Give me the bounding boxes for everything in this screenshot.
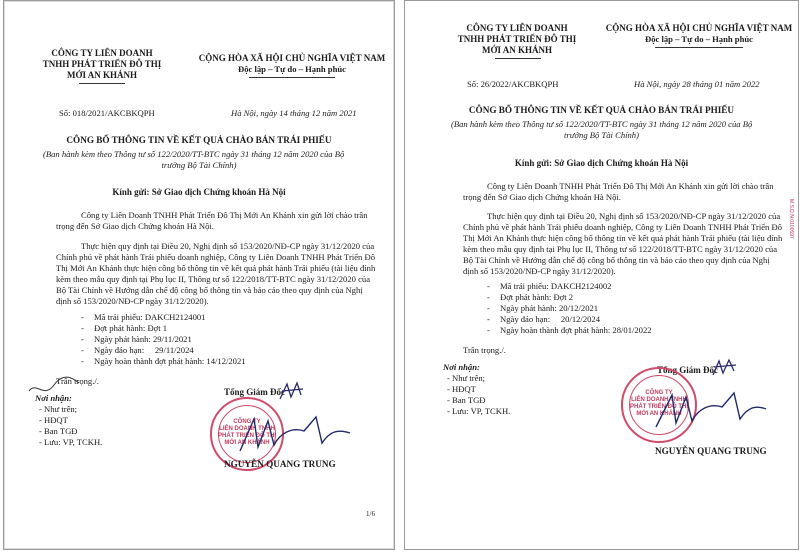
body-line: định số 153/2020/NĐ-CP ngày 31/12/2020). <box>463 266 616 276</box>
maturity-date: Ngày đáo hạn: 20/12/2024 <box>500 314 601 324</box>
company-name-line3: MỚI AN KHÁNH <box>481 45 552 55</box>
signer-title: Tổng Giám Đốc <box>224 387 286 397</box>
company-name-line2: TNHH PHÁT TRIỂN ĐÔ THỊ <box>42 59 162 69</box>
body-line: kèm theo mẫu quy định tại Phụ lục II, Thông tư số 122/2018/TT-BTC ngày 31/12/2020 của <box>463 244 778 254</box>
bullet-dash: - <box>81 345 84 355</box>
addressee: Kính gửi: Sở Giao dịch Chứng khoán Hà Nội <box>514 158 689 168</box>
nation-title: CỘNG HÒA XÃ HỘI CHỦ NGHĨA VIỆT NAM <box>198 53 386 63</box>
document-subtitle-line1: (Ban hành kèm theo Thông tư số 122/2020/TT-BTC ngày 31 tháng 12 năm 2020 của Bộ <box>43 149 345 159</box>
bullet-dash: - <box>487 314 490 324</box>
issue-date: Ngày phát hành: 20/12/2021 <box>500 303 599 313</box>
motto-underline <box>655 47 743 48</box>
maturity-date: Ngày đáo hạn: 29/11/2024 <box>94 345 194 355</box>
document-number: Số: 018/2021/AKCBKQPH <box>59 108 155 118</box>
company-name-line1: CÔNG TY LIÊN DOANH <box>466 23 568 33</box>
company-underline <box>79 83 125 84</box>
signer-name: NGUYỄN QUANG TRUNG <box>655 446 767 456</box>
body-line: Thực hiện quy định tại Điều 20, Nghị định số 153/2020/NĐ-CP ngày 31/12/2020 của <box>487 211 781 221</box>
closing-text: Trân trọng./. <box>56 376 99 386</box>
bullet-dash: - <box>487 281 490 291</box>
company-name-line2: TNHH PHÁT TRIỂN ĐÔ THỊ <box>457 34 577 44</box>
document-number: Số: 26/2022/AKCBKQPH <box>467 79 559 89</box>
recipients-label: Nơi nhận: <box>443 362 480 372</box>
recipient-item: - Ban TGĐ <box>447 395 486 405</box>
body-line: Chính phủ về phát hành Trái phiếu doanh nghiệp, Công ty Liên Doanh TNHH Phát Triển Đô <box>463 222 782 232</box>
document-date: Hà Nội, ngày 14 tháng 12 năm 2021 <box>231 108 357 118</box>
intro-line2: trọng đến Sở Giao dịch Chứng khoán Hà Nội. <box>56 221 214 231</box>
edge-seal-text: M.S.D.N:0100597 <box>788 199 794 239</box>
body-line: Thị Mới An Khánh thực hiện công bố thông tin về kết quả phát hành Trái phiếu (tài liệu đính <box>56 263 376 273</box>
body-line: kèm theo mẫu quy định tại Phụ lục II, Thông tư số 122/2018/TT-BTC ngày 31/12/2020 của <box>56 274 371 284</box>
bullet-dash: - <box>487 303 490 313</box>
recipients-label: Nơi nhận: <box>35 393 72 403</box>
bullet-dash: - <box>487 292 490 302</box>
seal-text: CÔNG TY LIÊN DOANH TNHH PHÁT TRIỂN ĐÔ THỊ MỚI AN KHÁNH <box>218 419 276 446</box>
completion-date: Ngày hoàn thành đợt phát hành: 14/12/2021 <box>94 356 246 366</box>
document-page-1 <box>3 0 395 550</box>
issue-round: Đợt phát hành: Đợt 1 <box>94 323 168 333</box>
body-line: Bộ Tài Chính về Hướng dẫn chế độ công bố thông tin và báo cáo theo quy định của Nghị <box>56 285 363 295</box>
intro-line1: Công ty Liên Doanh TNHH Phát Triển Đô Thị Mới An Khánh xin gửi lời chào trân <box>487 181 774 191</box>
document-subtitle-line1: (Ban hành kèm theo Thông tư số 122/2020/TT-BTC ngày 31 tháng 12 năm 2020 của Bộ <box>451 119 753 129</box>
recipient-item: - Lưu: VP, TCKH. <box>447 406 511 416</box>
bullet-dash: - <box>81 356 84 366</box>
nation-motto: Độc lập – Tự do – Hạnh phúc <box>238 64 346 74</box>
recipient-item: - Ban TGĐ <box>39 426 78 436</box>
approval-tick-mark <box>24 373 84 403</box>
recipient-item: - Như trên; <box>39 404 78 414</box>
initials-scribble <box>710 357 740 381</box>
bond-code: Mã trái phiếu: DAKCH2124001 <box>94 312 206 322</box>
intro-line2: trọng đến Sở Giao dịch Chứng khoán Hà Nội. <box>463 192 621 202</box>
body-line: định số 153/2020/NĐ-CP ngày 31/12/2020). <box>56 296 209 306</box>
handwritten-signature <box>234 411 354 461</box>
bullet-dash: - <box>81 323 84 333</box>
initials-scribble <box>277 379 307 405</box>
bullet-dash: - <box>81 312 84 322</box>
body-line: Thị Mới An Khánh thực hiện công bố thông tin về kết quả phát hành Trái phiếu (tài liệu đính <box>463 233 783 243</box>
recipient-item: - HĐQT <box>447 384 476 394</box>
body-line: Bộ Tài Chính về Hướng dẫn chế độ công bố thông tin và báo cáo theo quy định của Nghị <box>463 255 770 265</box>
issue-date: Ngày phát hành: 29/11/2021 <box>94 334 192 344</box>
document-page-2 <box>404 0 799 550</box>
document-title: CÔNG BỐ THÔNG TIN VỀ KẾT QUẢ CHÀO BÁN TRÁI PHIẾU <box>468 105 735 115</box>
recipient-item: - HĐQT <box>39 415 68 425</box>
seal-text: CÔNG TY LIÊN DOANH TNHH PHÁT TRIỂN ĐÔ THỊ MỚI AN KHÁNH <box>630 390 688 417</box>
document-subtitle-line2: trưởng Bộ Tài Chính) <box>564 130 639 140</box>
intro-line1: Công ty Liên Doanh TNHH Phát Triển Đô Thị Mới An Khánh xin gửi lời chào trân <box>81 210 368 220</box>
body-line: Thực hiện quy định tại Điều 20, Nghị định số 153/2020/NĐ-CP ngày 31/12/2020 của <box>81 241 375 251</box>
company-name-line1: CÔNG TY LIÊN DOANH <box>51 48 153 58</box>
company-underline <box>495 58 541 59</box>
document-subtitle-line2: trưởng Bộ Tài Chính) <box>161 160 237 170</box>
signer-title: Tổng Giám Đốc <box>657 365 719 375</box>
body-line: Chính phủ về phát hành Trái phiếu doanh nghiệp, Công ty Liên Doanh TNHH Phát Triển Đô <box>56 252 375 262</box>
nation-title: CỘNG HÒA XÃ HỘI CHỦ NGHĨA VIỆT NAM <box>605 23 793 33</box>
addressee: Kính gửi: Sở Giao dịch Chứng khoán Hà Nội <box>112 187 286 197</box>
document-date: Hà Nội, ngày 28 tháng 01 năm 2022 <box>634 79 760 89</box>
bullet-dash: - <box>81 334 84 344</box>
bond-code: Mã trái phiếu: DAKCH2124002 <box>500 281 612 291</box>
bullet-dash: - <box>487 325 490 335</box>
recipient-item: - Lưu: VP, TCKH. <box>39 437 103 447</box>
issue-round: Đợt phát hành: Đợt 2 <box>500 292 574 302</box>
closing-text: Trân trọng./. <box>463 345 506 355</box>
page-number: 1/6 <box>366 510 375 518</box>
completion-date: Ngày hoàn thành đợt phát hành: 28/01/2022 <box>500 325 652 335</box>
signer-name: NGUYỄN QUANG TRUNG <box>224 459 336 469</box>
recipient-item: - Như trên; <box>447 373 486 383</box>
handwritten-signature <box>650 389 770 437</box>
document-title: CÔNG BỐ THÔNG TIN VỀ KẾT QUẢ CHÀO BÁN TRÁI PHIẾU <box>66 135 332 145</box>
nation-motto: Độc lập – Tự do – Hạnh phúc <box>645 34 753 44</box>
motto-underline <box>249 77 335 78</box>
company-name-line3: MỚI AN KHÁNH <box>66 70 137 80</box>
